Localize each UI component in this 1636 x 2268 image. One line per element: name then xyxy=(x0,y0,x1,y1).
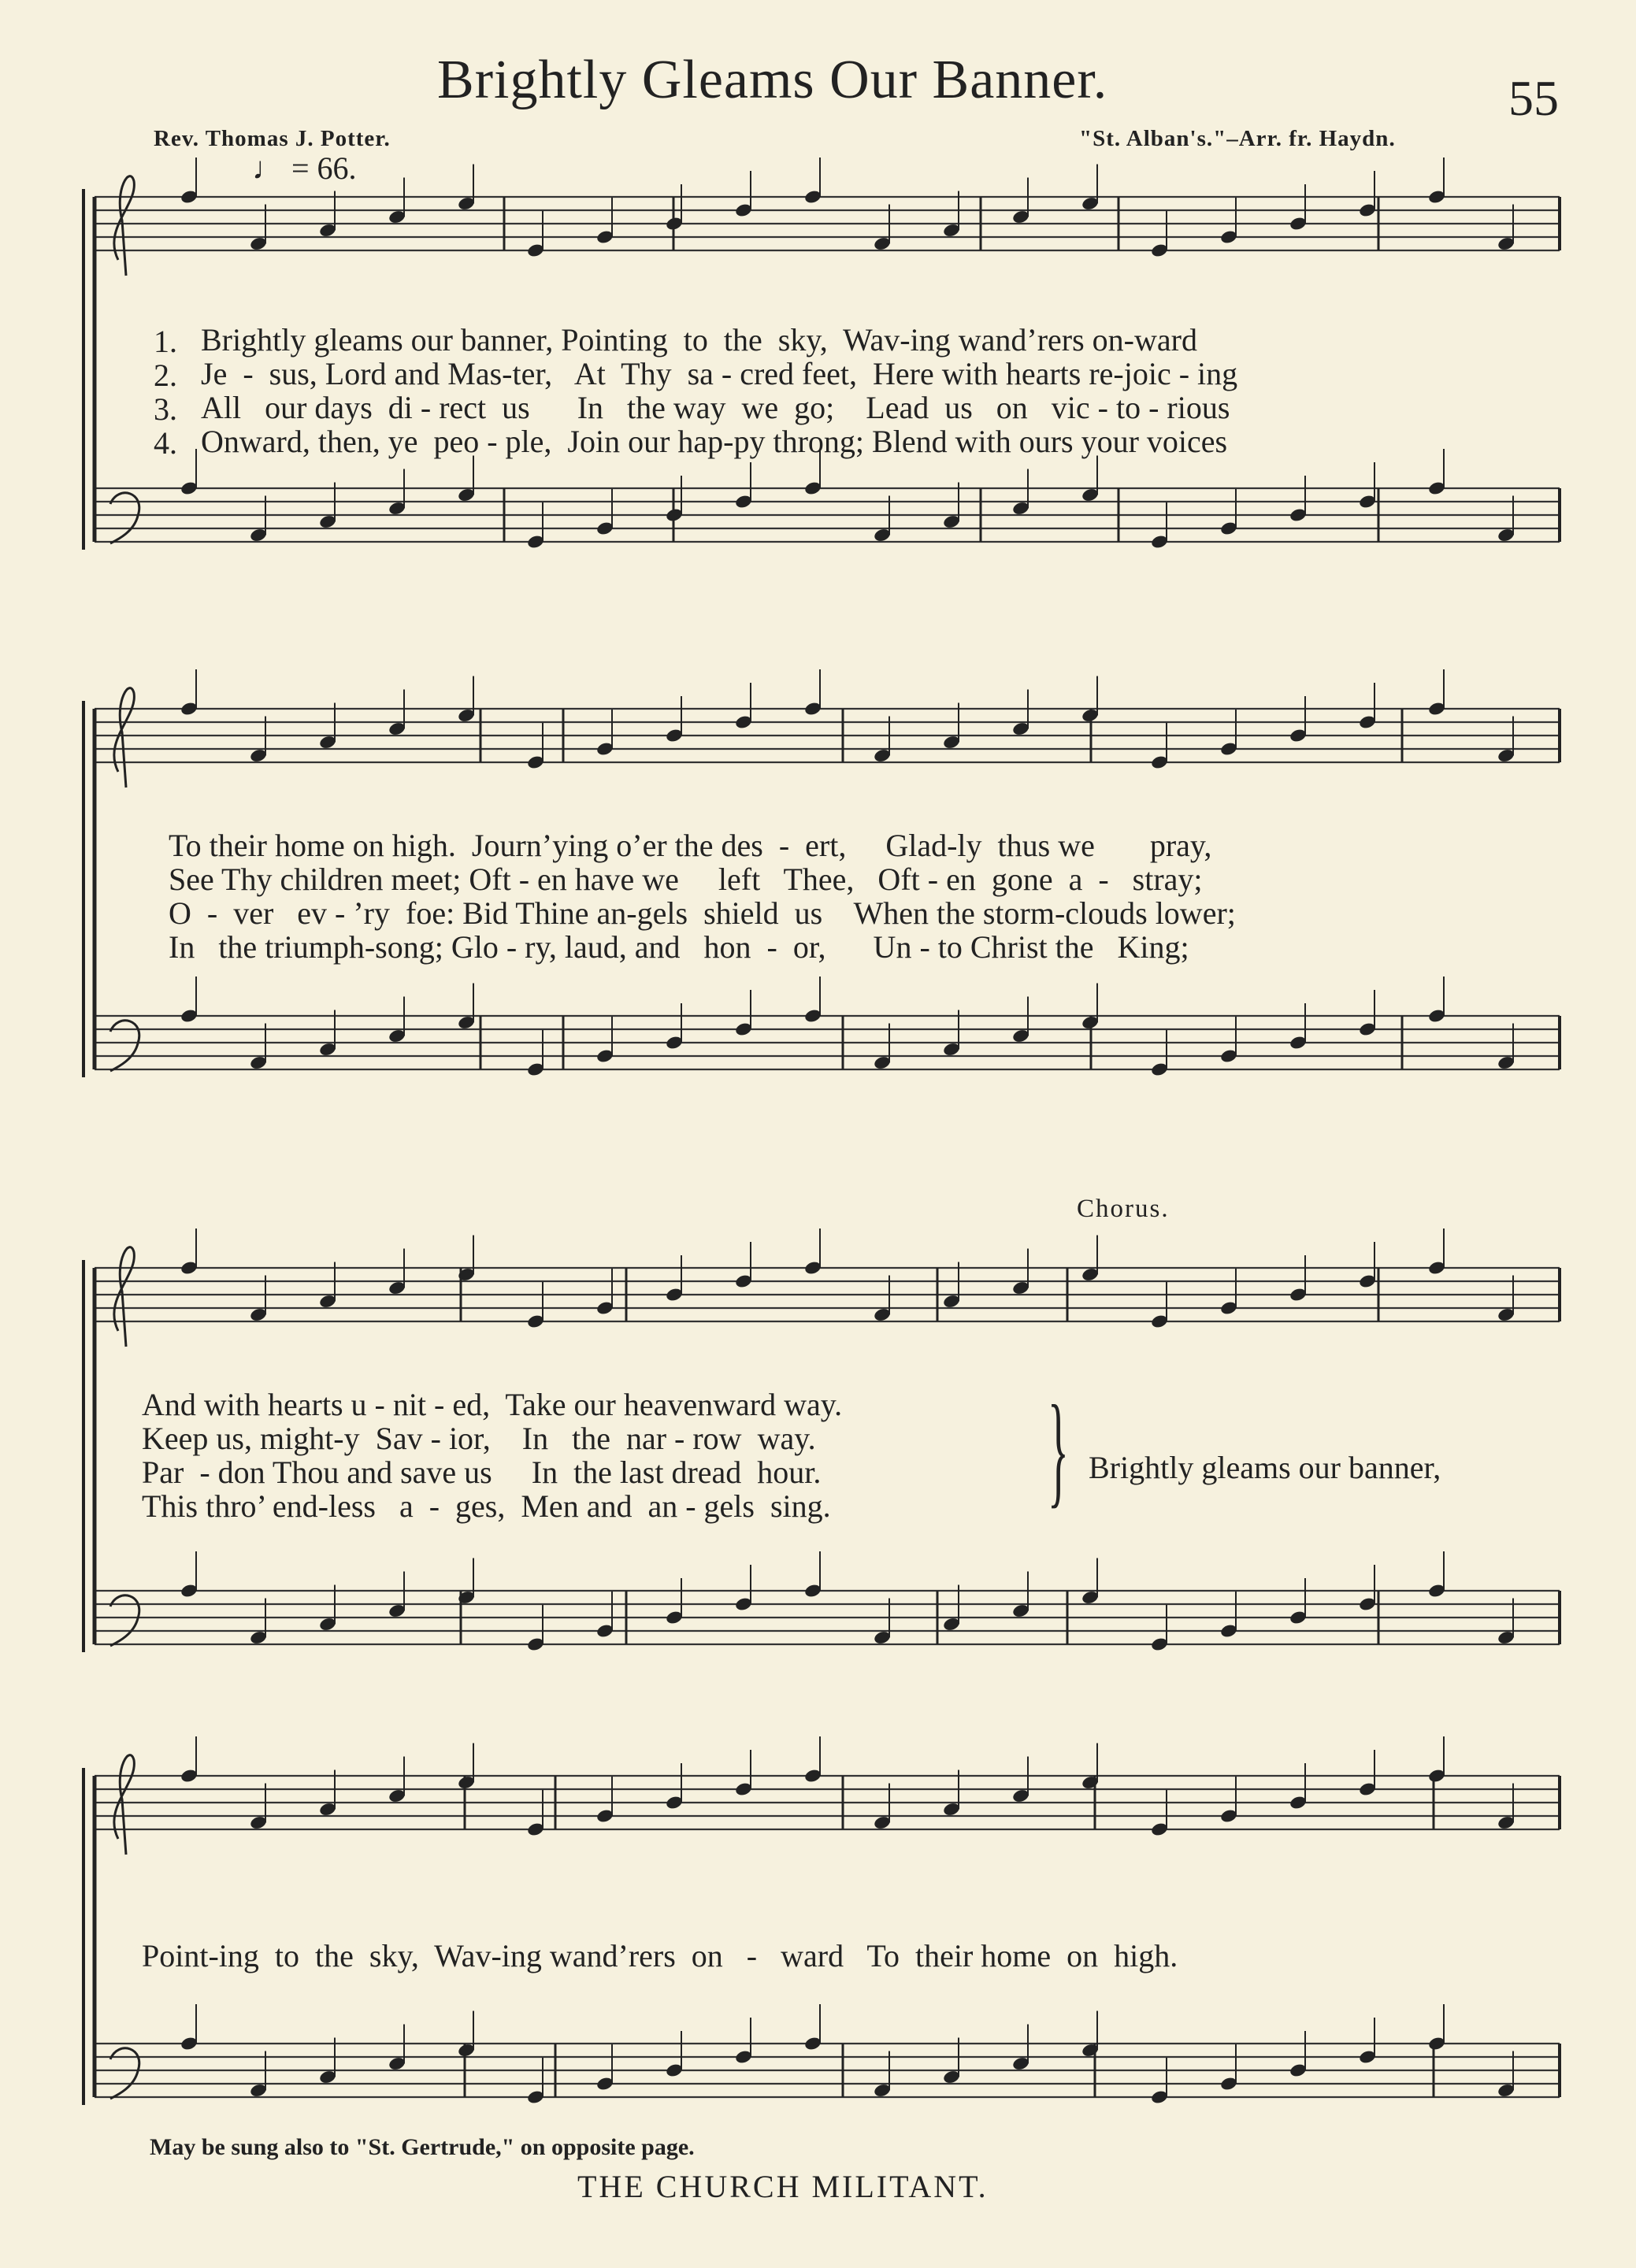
lyric-line: Brightly gleams our banner, Pointing to the sky, Wav-ing wand’rers on-ward xyxy=(201,322,1197,358)
verse-number: 2. xyxy=(154,358,177,393)
footnote: May be sung also to "St. Gertrude," on opposite page. xyxy=(150,2134,695,2160)
verse-number: 3. xyxy=(154,391,177,427)
lyric-line: This thro’ end-less a - ges, Men and an - gels sing. xyxy=(142,1488,831,1524)
note-heads xyxy=(180,189,1515,2105)
lyric-line: All our days di - rect us In the way we go; Lead us on vic - to - rious xyxy=(201,390,1230,425)
lyric-line: Point-ing to the sky, Wav-ing wand’rers on - ward To their home on high. xyxy=(142,1938,1178,1973)
verse-number: 1. xyxy=(154,324,177,359)
lyric-line: O - ver ev - ’ry foe: Bid Thine an-gels shield us When the storm-clouds lower; xyxy=(169,895,1236,931)
tempo-marking: ♩ = 66. xyxy=(252,150,357,186)
chorus-label: Chorus. xyxy=(1077,1195,1170,1223)
lyric-line: To their home on high. Journ’ying o’er the des - ert, Glad-ly thus we pray, xyxy=(169,828,1212,863)
chorus-line: Brightly gleams our banner, xyxy=(1089,1450,1441,1485)
section-title: THE CHURCH MILITANT. xyxy=(577,2169,989,2204)
lyric-line: And with hearts u - nit - ed, Take our heavenward way. xyxy=(142,1387,843,1422)
author-credit: Rev. Thomas J. Potter. xyxy=(154,126,391,151)
verse-brace: } xyxy=(1048,1379,1069,1519)
clefs xyxy=(110,176,139,2099)
lyric-line: Keep us, might-y Sav - ior, In the nar - row way. xyxy=(142,1421,816,1456)
lyric-line: See Thy children meet; Oft - en have we left Thee, Oft - en gone a - stray; xyxy=(169,862,1203,897)
hymn-title: Brightly Gleams Our Banner. xyxy=(437,50,1108,110)
verse-number: 4. xyxy=(154,425,177,461)
lyric-line: Par - don Thou and save us In the last dread hour. xyxy=(142,1455,822,1490)
lyric-line: Onward, then, ye peo - ple, Join our hap-py throng; Blend with ours your voices xyxy=(201,424,1228,459)
staff-lines xyxy=(95,197,1560,2097)
lyric-line: In the triumph-song; Glo - ry, laud, and hon - or, Un - to Christ the King; xyxy=(169,929,1189,965)
page-number: 55 xyxy=(1508,70,1559,126)
lyric-line: Je - sus, Lord and Mas-ter, At Thy sa - cred feet, Here with hearts re-joic - ing xyxy=(201,356,1238,391)
tune-credit: "St. Alban's."–Arr. fr. Haydn. xyxy=(1079,126,1396,151)
